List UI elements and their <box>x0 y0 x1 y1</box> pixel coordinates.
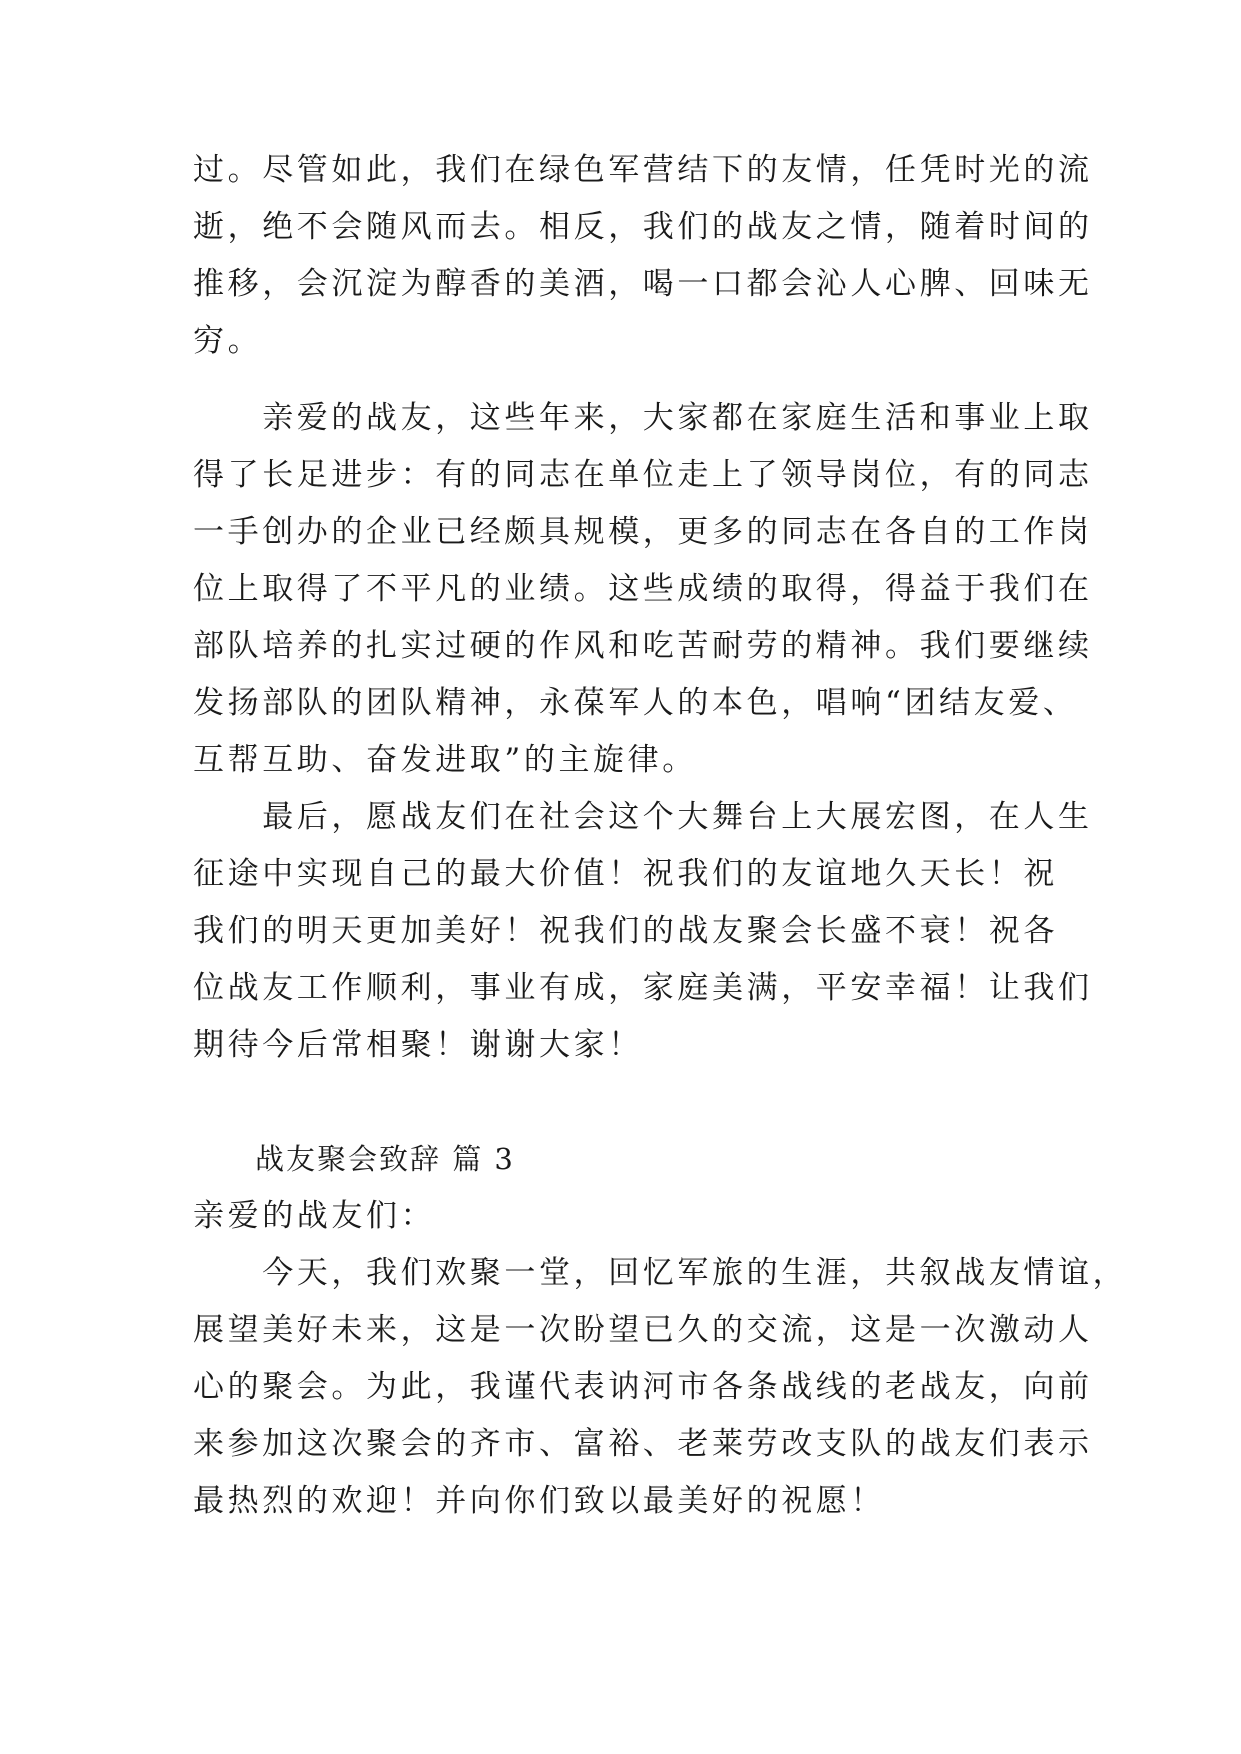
body-line: 期待今后常相聚！谢谢大家！ <box>193 1027 643 1063</box>
body-line: 展望美好未来，这是一次盼望已久的交流，这是一次激动人 <box>193 1312 1093 1348</box>
body-line: 最后，愿战友们在社会这个大舞台上大展宏图，在人生 <box>193 799 1093 835</box>
body-line: 我们的明天更加美好！祝我们的战友聚会长盛不衰！祝各 <box>193 913 1058 949</box>
body-line: 最热烈的欢迎！并向你们致以最美好的祝愿！ <box>193 1483 885 1519</box>
body-line: 一手创办的企业已经颇具规模，更多的同志在各自的工作岗 <box>193 514 1093 550</box>
body-line: 发扬部队的团队精神，永葆军人的本色，唱响“团结友爱、 <box>193 685 1078 721</box>
body-line: 亲爱的战友，这些年来，大家都在家庭生活和事业上取 <box>193 400 1093 436</box>
body-line: 来参加这次聚会的齐市、富裕、老莱劳改支队的战友们表示 <box>193 1426 1093 1462</box>
salutation: 亲爱的战友们： <box>193 1198 436 1234</box>
body-line: 过。尽管如此，我们在绿色军营结下的友情，任凭时光的流 <box>193 152 1093 188</box>
body-line: 心的聚会。为此，我谨代表讷河市各条战线的老战友，向前 <box>193 1369 1093 1405</box>
body-line: 位战友工作顺利，事业有成，家庭美满，平安幸福！让我们 <box>193 970 1093 1006</box>
body-line: 逝，绝不会随风而去。相反，我们的战友之情，随着时间的 <box>193 209 1093 245</box>
body-line: 穷。 <box>193 323 263 359</box>
section-heading: 战友聚会致辞 篇 3 <box>255 1142 515 1176</box>
body-line: 推移，会沉淀为醇香的美酒，喝一口都会沁人心脾、回味无 <box>193 266 1093 302</box>
body-line: 征途中实现自己的最大价值！祝我们的友谊地久天长！祝 <box>193 856 1058 892</box>
body-line: 互帮互助、奋发进取”的主旋律。 <box>193 742 697 778</box>
body-line: 位上取得了不平凡的业绩。这些成绩的取得，得益于我们在 <box>193 571 1093 607</box>
body-line: 今天，我们欢聚一堂，回忆军旅的生涯，共叙战友情谊， <box>193 1255 1128 1291</box>
body-line: 得了长足进步：有的同志在单位走上了领导岗位，有的同志 <box>193 457 1093 493</box>
body-line: 部队培养的扎实过硬的作风和吃苦耐劳的精神。我们要继续 <box>193 628 1093 664</box>
